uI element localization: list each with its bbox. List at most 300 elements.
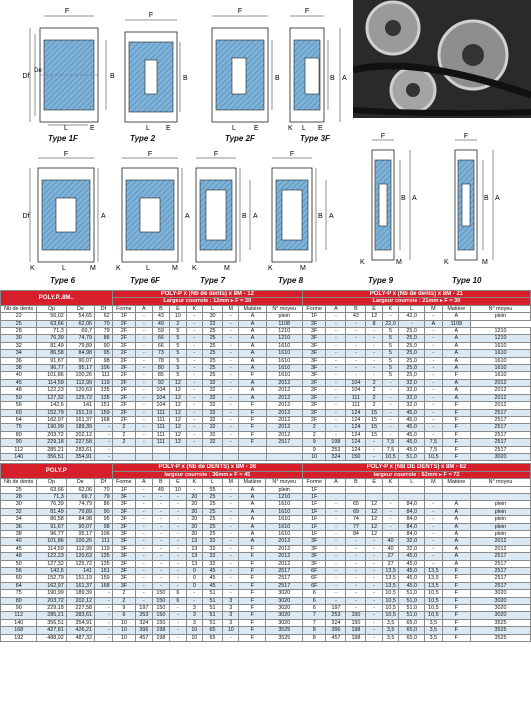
table-cell: 42,0: [399, 313, 425, 320]
table-cell: 3F: [302, 328, 326, 335]
table-cell: -: [223, 409, 239, 416]
table-cell: -: [382, 531, 398, 538]
table-cell: -: [366, 575, 382, 582]
table-cell: 10: [112, 619, 135, 626]
table-cell: 5: [170, 365, 186, 372]
table2-block-b-sub: largeur courroie : 62mm ▸ F = 72: [303, 471, 531, 478]
table-cell: [152, 453, 170, 460]
table-cell: -: [326, 350, 346, 357]
label-df: Df: [22, 73, 30, 80]
table-cell: 5: [382, 328, 398, 335]
table-cell: 63,66: [37, 486, 66, 493]
table-cell: 32,0: [399, 538, 425, 545]
table1-body: [1, 313, 531, 461]
table-cell: 104: [152, 402, 170, 409]
table-cell: 3020: [470, 597, 530, 604]
table-cell: 43: [346, 313, 366, 320]
table-cell: 203,72: [37, 597, 66, 604]
table-cell: [136, 446, 152, 453]
table-cell: -: [170, 516, 186, 523]
table-cell: 2012: [266, 379, 302, 386]
table-cell: 104: [346, 387, 366, 394]
table-cell: 198: [346, 634, 366, 641]
table-cell: 12: [366, 313, 382, 320]
table-cell: -: [223, 575, 239, 582]
table-cell: -: [425, 350, 443, 357]
table2-body: [1, 486, 531, 642]
table-cell: 283,61: [66, 446, 94, 453]
table-cell: 3020: [266, 605, 303, 612]
table-cell: A: [442, 328, 470, 335]
table-cell: 2517: [470, 575, 530, 582]
table-cell: 25: [203, 523, 223, 530]
table-cell: 25: [203, 350, 223, 357]
table1-left-title: POLY.P..8M..: [1, 291, 113, 306]
table-cell: 64: [1, 416, 37, 423]
table-cell: A: [442, 560, 470, 567]
table-cell: 10,5: [382, 605, 398, 612]
table-cell: 25,0: [399, 372, 425, 379]
table-cell: -: [223, 501, 239, 508]
table-cell: 51,0: [399, 590, 425, 597]
table-cell: -: [186, 394, 202, 401]
table-cell: 1610: [266, 531, 303, 538]
table-cell: 40: [382, 538, 398, 545]
table-cell: plein: [470, 523, 530, 530]
table-cell: 79,89: [66, 342, 94, 349]
table-cell: -: [382, 516, 398, 523]
table-cell: -: [223, 424, 239, 431]
table-cell: 1610: [470, 372, 530, 379]
table-cell: 7,5: [425, 439, 443, 446]
table-cell: -: [326, 431, 346, 438]
table-cell: -: [94, 424, 112, 431]
label-b: B: [401, 195, 406, 202]
column-header: Df: [94, 479, 112, 486]
table-cell: -: [136, 342, 152, 349]
table-cell: -: [326, 516, 346, 523]
table-cell: 3F: [112, 575, 135, 582]
table-cell: -: [152, 508, 170, 515]
table-cell: 13,5: [425, 582, 443, 589]
table-cell: -: [186, 357, 202, 364]
table-cell: F: [442, 612, 470, 619]
table-cell: 124: [346, 409, 366, 416]
table-cell: -: [425, 387, 443, 394]
table-cell: 86: [94, 335, 112, 342]
table-cell: A: [239, 538, 266, 545]
table-cell: 51,0: [399, 453, 425, 460]
table-cell: -: [366, 365, 382, 372]
table-cell: 150: [152, 605, 170, 612]
table-cell: 457: [326, 634, 346, 641]
table-cell: [223, 453, 239, 460]
table-cell: 2517: [470, 553, 530, 560]
table-cell: 20: [186, 516, 202, 523]
table-cell: -: [425, 516, 443, 523]
table-cell: 25: [1, 486, 37, 493]
diagram-type-2f: [212, 8, 280, 132]
table-cell: 96,77: [37, 365, 66, 372]
table-row: [1, 439, 531, 446]
label-l: L: [62, 265, 66, 272]
table-cell: 12: [170, 424, 186, 431]
table-cell: -: [223, 416, 239, 423]
table-cell: 77: [346, 523, 366, 530]
table-cell: -: [326, 590, 346, 597]
table-cell: -: [346, 560, 366, 567]
table-cell: 2517: [266, 568, 303, 575]
table-cell: 1F: [303, 531, 326, 538]
table-cell: 2F: [112, 402, 136, 409]
spec-table-2: [0, 463, 531, 642]
table-cell: -: [382, 379, 398, 386]
table-cell: -: [94, 605, 112, 612]
table-cell: 141: [66, 568, 94, 575]
table-cell: 96,77: [37, 531, 66, 538]
table-cell: -: [326, 575, 346, 582]
label-k: K: [444, 259, 449, 266]
table-row: [1, 612, 531, 619]
table-cell: 168: [94, 582, 112, 589]
table-row: [1, 560, 531, 567]
table-cell: -: [366, 439, 382, 446]
table-row: [1, 516, 531, 523]
table-cell: -: [346, 328, 366, 335]
table-cell: F: [442, 402, 470, 409]
table-cell: 2517: [470, 446, 530, 453]
table2-block-a-sub: largeur courroie : 36mm ▸ F = 45: [112, 471, 302, 478]
table-cell: -: [366, 597, 382, 604]
table-cell: -: [326, 379, 346, 386]
table-cell: 10: [170, 486, 186, 493]
table-cell: -: [346, 582, 366, 589]
table-cell: 54,65: [66, 313, 94, 320]
table-cell: F: [239, 612, 266, 619]
table-cell: -: [136, 439, 152, 446]
table-cell: 151: [94, 402, 112, 409]
label-b: B: [183, 75, 188, 82]
table-cell: -: [136, 431, 152, 438]
table-cell: A: [442, 357, 470, 364]
table-cell: 198: [326, 439, 346, 446]
table-cell: 10,5: [425, 597, 443, 604]
table-cell: 45,0: [399, 575, 425, 582]
table-cell: -: [170, 538, 186, 545]
table-cell: 32: [1, 342, 37, 349]
table-cell: 32: [203, 416, 223, 423]
table-cell: -: [346, 357, 366, 364]
table-cell: -: [170, 634, 186, 641]
table-cell: -: [186, 335, 202, 342]
table-cell: 7,5: [425, 446, 443, 453]
table-cell: plein: [266, 313, 302, 320]
table-cell: 192: [1, 634, 37, 641]
table-cell: 111: [94, 538, 112, 545]
table-cell: A: [442, 379, 470, 386]
table-cell: 2: [112, 439, 136, 446]
table-cell: -: [382, 394, 398, 401]
caption-type-6f: Type 6F: [130, 276, 160, 285]
label-f: F: [304, 8, 310, 15]
table-cell: 1F: [303, 508, 326, 515]
table-cell: 5: [170, 372, 186, 379]
table-cell: 198: [346, 627, 366, 634]
table-cell: 65: [203, 634, 223, 641]
label-e: E: [166, 125, 171, 132]
table-cell: 3F: [112, 493, 135, 500]
caption-type-8: Type 8: [278, 276, 304, 285]
table-cell: -: [170, 553, 186, 560]
table-cell: 150: [346, 619, 366, 626]
table-cell: 45,0: [399, 431, 425, 438]
column-header: A: [136, 305, 152, 312]
table-row: [1, 619, 531, 626]
label-a: A: [185, 213, 190, 220]
table-cell: 111: [152, 431, 170, 438]
table-cell: -: [425, 372, 443, 379]
table-cell: 3F: [112, 531, 135, 538]
table-cell: [186, 453, 202, 460]
table-row: [1, 424, 531, 431]
table-cell: 3F: [303, 538, 326, 545]
table-cell: 2012: [266, 409, 302, 416]
table-cell: -: [326, 372, 346, 379]
label-e: E: [318, 125, 323, 132]
table-cell: -: [425, 409, 443, 416]
table-cell: -: [136, 545, 152, 552]
table-cell: -: [136, 335, 152, 342]
table-cell: 10: [302, 453, 326, 460]
table-cell: 3F: [302, 357, 326, 364]
table-cell: 203,72: [37, 431, 66, 438]
table-cell: 76,39: [37, 501, 66, 508]
table-cell: A: [239, 328, 266, 335]
table-cell: A: [239, 357, 266, 364]
table-cell: 159: [94, 409, 112, 416]
table-cell: 2F: [112, 372, 136, 379]
table-cell: [186, 446, 202, 453]
table-cell: A: [239, 342, 266, 349]
table-cell: 95,17: [66, 531, 94, 538]
table-cell: 32: [203, 545, 223, 552]
table-cell: 22,0: [382, 320, 398, 327]
table-cell: -: [186, 597, 202, 604]
table-cell: -: [136, 538, 152, 545]
table-cell: 1108: [266, 320, 302, 327]
table-cell: -: [94, 634, 112, 641]
table-cell: -: [366, 627, 382, 634]
table-cell: 150: [152, 619, 170, 626]
table-cell: 1F: [303, 501, 326, 508]
table-cell: [112, 453, 136, 460]
table-cell: 114,59: [37, 545, 66, 552]
table-cell: -: [136, 582, 152, 589]
table-row: [1, 453, 531, 460]
table-cell: -: [152, 553, 170, 560]
table-cell: 356,51: [37, 453, 66, 460]
table-cell: 124: [346, 439, 366, 446]
table-cell: 2: [366, 402, 382, 409]
table-cell: 32: [203, 379, 223, 386]
table-cell: -: [223, 357, 239, 364]
table-row: [1, 328, 531, 335]
table-cell: 3020: [266, 597, 303, 604]
table-cell: -: [136, 590, 152, 597]
table-cell: -: [346, 575, 366, 582]
spec-table-1: [0, 290, 531, 461]
table-cell: 3: [186, 619, 202, 626]
table-cell: -: [366, 605, 382, 612]
table-cell: -: [136, 508, 152, 515]
table1-block-b-title: POLY-P x (Nb de dents) x 8M - 21: [302, 291, 530, 298]
caption-type-6: Type 6: [50, 276, 76, 285]
label-m: M: [396, 259, 402, 266]
table-cell: 120,63: [66, 387, 94, 394]
table-cell: -: [170, 523, 186, 530]
table-row: [1, 357, 531, 364]
table-cell: 2012: [266, 538, 303, 545]
table-cell: 32: [203, 387, 223, 394]
table-cell: 488,92: [37, 634, 66, 641]
table-cell: 84,0: [399, 523, 425, 530]
table-cell: plein: [470, 508, 530, 515]
table-cell: 65: [203, 627, 223, 634]
table-cell: -: [366, 328, 382, 335]
table-cell: 20: [186, 508, 202, 515]
table-row: [1, 431, 531, 438]
table-cell: 25: [203, 335, 223, 342]
table-cell: 3,5: [425, 634, 443, 641]
table-cell: F: [442, 372, 470, 379]
table-cell: F: [442, 582, 470, 589]
table-cell: -: [186, 409, 202, 416]
table-cell: 3F: [302, 350, 326, 357]
table-cell: 12: [170, 439, 186, 446]
table-cell: -: [186, 431, 202, 438]
table-cell: [442, 493, 470, 500]
column-header: E: [170, 305, 186, 312]
table-cell: 25: [203, 531, 223, 538]
table-cell: 111: [346, 402, 366, 409]
table-row: [1, 597, 531, 604]
table-cell: 28: [1, 328, 37, 335]
table-cell: 168: [94, 416, 112, 423]
table-cell: -: [346, 350, 366, 357]
table-cell: 2012: [266, 560, 303, 567]
table-cell: 32: [203, 439, 223, 446]
table-cell: -: [425, 328, 443, 335]
table-cell: A: [442, 553, 470, 560]
column-header: L: [399, 305, 425, 312]
table-cell: 1F: [112, 313, 136, 320]
table-row: [1, 409, 531, 416]
table-cell: -: [366, 582, 382, 589]
table-cell: 32,0: [399, 379, 425, 386]
table-cell: 5: [170, 335, 186, 342]
table-cell: -: [326, 582, 346, 589]
table-cell: -: [223, 486, 239, 493]
table-cell: 12: [366, 523, 382, 530]
table-cell: 3525: [470, 627, 530, 634]
table1-block-b-sub: Largeur courroie : 21mm ▸ F = 30: [302, 298, 530, 305]
table-cell: 38: [1, 531, 37, 538]
table-cell: -: [170, 619, 186, 626]
label-m: M: [90, 265, 96, 272]
diagram-type-6f: [116, 151, 190, 272]
table-cell: 90: [1, 439, 37, 446]
table-cell: plein: [470, 501, 530, 508]
table-cell: F: [239, 409, 266, 416]
table-cell: 65: [346, 501, 366, 508]
table-cell: F: [239, 424, 266, 431]
table-cell: 2F: [302, 379, 326, 386]
table-cell: F: [239, 372, 266, 379]
table-cell: 354,91: [66, 453, 94, 460]
table-cell: -: [136, 320, 152, 327]
table-cell: -: [326, 568, 346, 575]
table-cell: 112,99: [66, 379, 94, 386]
table2-block-a-title: POLY-P x (Nb de DENTS) x 8M - 36: [112, 464, 302, 471]
table-cell: 55: [203, 486, 223, 493]
table-cell: 202,12: [66, 597, 94, 604]
table-cell: 3020: [470, 590, 530, 597]
table-cell: 114,59: [37, 379, 66, 386]
label-f: F: [147, 151, 153, 158]
table-cell: 60: [1, 409, 37, 416]
table-cell: -: [170, 582, 186, 589]
table-cell: -: [382, 416, 398, 423]
table-cell: 69,7: [66, 493, 94, 500]
table-row: [1, 372, 531, 379]
table-cell: -: [346, 538, 366, 545]
table-cell: -: [186, 387, 202, 394]
caption-type-9: Type 9: [368, 276, 394, 285]
table-cell: -: [186, 424, 202, 431]
table-cell: 32,0: [399, 394, 425, 401]
diagram-area: [0, 0, 531, 290]
table-cell: A: [442, 365, 470, 372]
table-cell: 56: [1, 402, 37, 409]
table-cell: 10,5: [425, 612, 443, 619]
table-cell: A: [239, 493, 266, 500]
table-row: [1, 350, 531, 357]
table-cell: -: [223, 493, 239, 500]
table-cell: 142,6: [37, 568, 66, 575]
table-cell: -: [326, 538, 346, 545]
table-cell: -: [326, 424, 346, 431]
table-cell: 45,0: [399, 582, 425, 589]
table-cell: 32: [203, 394, 223, 401]
table-cell: 45,0: [399, 409, 425, 416]
table-cell: -: [346, 372, 366, 379]
table-cell: -: [170, 508, 186, 515]
table-cell: 2: [112, 597, 135, 604]
table-cell: -: [425, 357, 443, 364]
table-cell: -: [223, 523, 239, 530]
table-cell: F: [239, 431, 266, 438]
table-cell: 6F: [303, 575, 326, 582]
table-cell: 150: [152, 590, 170, 597]
table-cell: -: [170, 575, 186, 582]
table-cell: 122,23: [37, 553, 66, 560]
table-cell: 124: [346, 446, 366, 453]
table-cell: -: [152, 575, 170, 582]
table-cell: 12: [170, 409, 186, 416]
table-cell: [239, 446, 266, 453]
table-cell: 15: [366, 424, 382, 431]
table-cell: -: [326, 560, 346, 567]
